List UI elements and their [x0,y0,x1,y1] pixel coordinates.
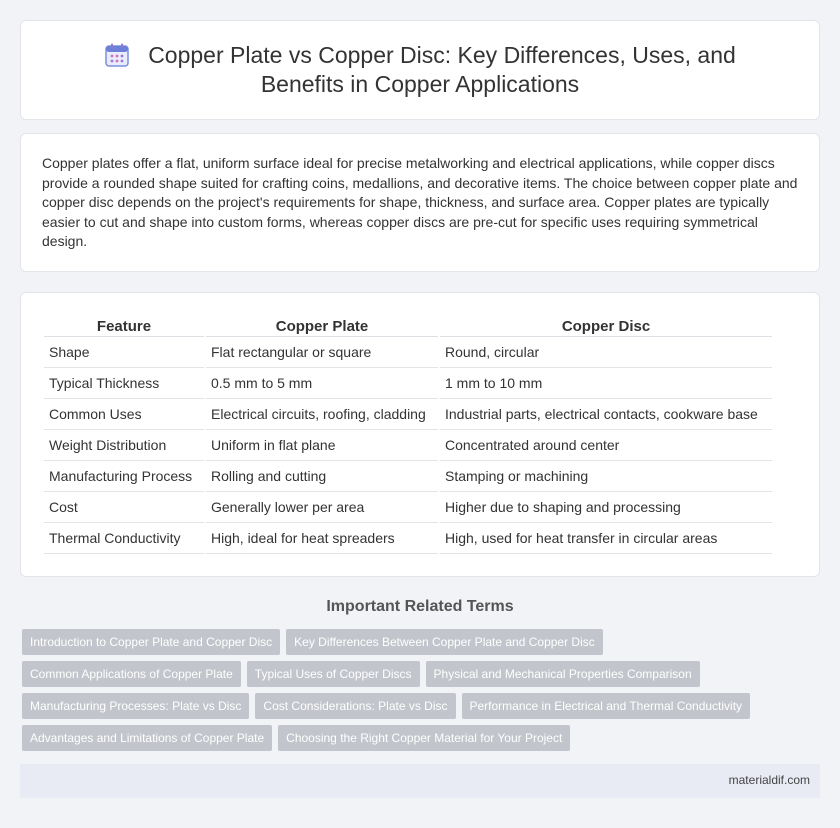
table-cell: Concentrated around center [440,430,772,461]
header-feature: Feature [44,315,204,337]
tag-row [22,725,822,757]
table-cell: Manufacturing Process [44,461,204,492]
related-term-link[interactable]: Typical Uses of Copper Discs [247,661,420,687]
table-row [44,523,772,554]
footer [20,764,820,798]
table-cell: Generally lower per area [206,492,438,523]
footer-site-link[interactable]: materialdif.com [728,773,810,787]
table-row [44,492,772,523]
table-cell: Industrial parts, electrical contacts, cookware base [440,399,772,430]
page-title [61,41,779,99]
table-cell: Rolling and cutting [206,461,438,492]
related-terms-list [22,629,822,757]
table-cell: High, used for heat transfer in circular areas [440,523,772,554]
related-term-link[interactable]: Physical and Mechanical Properties Comparison [426,661,700,687]
related-term-link[interactable]: Common Applications of Copper Plate [22,661,241,687]
table-row [44,337,772,368]
related-terms-heading: Important Related Terms [326,598,514,615]
table-cell: Shape [44,337,204,368]
related-term-link[interactable]: Key Differences Between Copper Plate and Copper Disc [286,629,603,655]
related-term-link[interactable]: Cost Considerations: Plate vs Disc [255,693,455,719]
table-cell: Round, circular [440,337,772,368]
table-cell: Uniform in flat plane [206,430,438,461]
table-row [44,399,772,430]
page-title-text: Copper Plate vs Copper Disc: Key Differences, Uses, and Benefits in Copper Applications [148,42,736,97]
table-cell: Weight Distribution [44,430,204,461]
intro-paragraph: Copper plates offer a flat, uniform surface ideal for precise metalworking and electrical applications, while copper discs provide a rounded shape suited for crafting coins, medallions, and decorative items. The choice between copper plate and copper disc depends on the project's requirements for shape, thickness, and surface area. Copper plates are typically easier to cut and shape into custom forms, whereas copper discs are pre-cut for specific uses requiring symmetrical design. [42,155,798,250]
header-copper-disc: Copper Disc [440,315,772,337]
table-cell: Flat rectangular or square [206,337,438,368]
table-cell: Higher due to shaping and processing [440,492,772,523]
table-cell: Common Uses [44,399,204,430]
table-cell: Typical Thickness [44,368,204,399]
table-row [44,430,772,461]
tag-row [22,629,822,661]
title-card [20,20,820,120]
related-term-link[interactable]: Performance in Electrical and Thermal Conductivity [462,693,751,719]
table-cell: 0.5 mm to 5 mm [206,368,438,399]
table-cell: High, ideal for heat spreaders [206,523,438,554]
table-row [44,368,772,399]
intro-card [20,133,820,272]
table-cell: Cost [44,492,204,523]
comparison-card [20,292,820,577]
related-term-link[interactable]: Choosing the Right Copper Material for Your Project [278,725,570,751]
comparison-table [42,315,774,554]
tag-row [22,661,822,693]
header-copper-plate: Copper Plate [206,315,438,337]
related-term-link[interactable]: Introduction to Copper Plate and Copper Disc [22,629,280,655]
calendar-icon [104,42,130,68]
table-cell: Electrical circuits, roofing, cladding [206,399,438,430]
table-cell: Stamping or machining [440,461,772,492]
table-cell: Thermal Conductivity [44,523,204,554]
tag-row [22,693,822,725]
related-term-link[interactable]: Advantages and Limitations of Copper Plate [22,725,272,751]
table-cell: 1 mm to 10 mm [440,368,772,399]
related-term-link[interactable]: Manufacturing Processes: Plate vs Disc [22,693,249,719]
table-row [44,461,772,492]
table-header-row [44,315,772,337]
